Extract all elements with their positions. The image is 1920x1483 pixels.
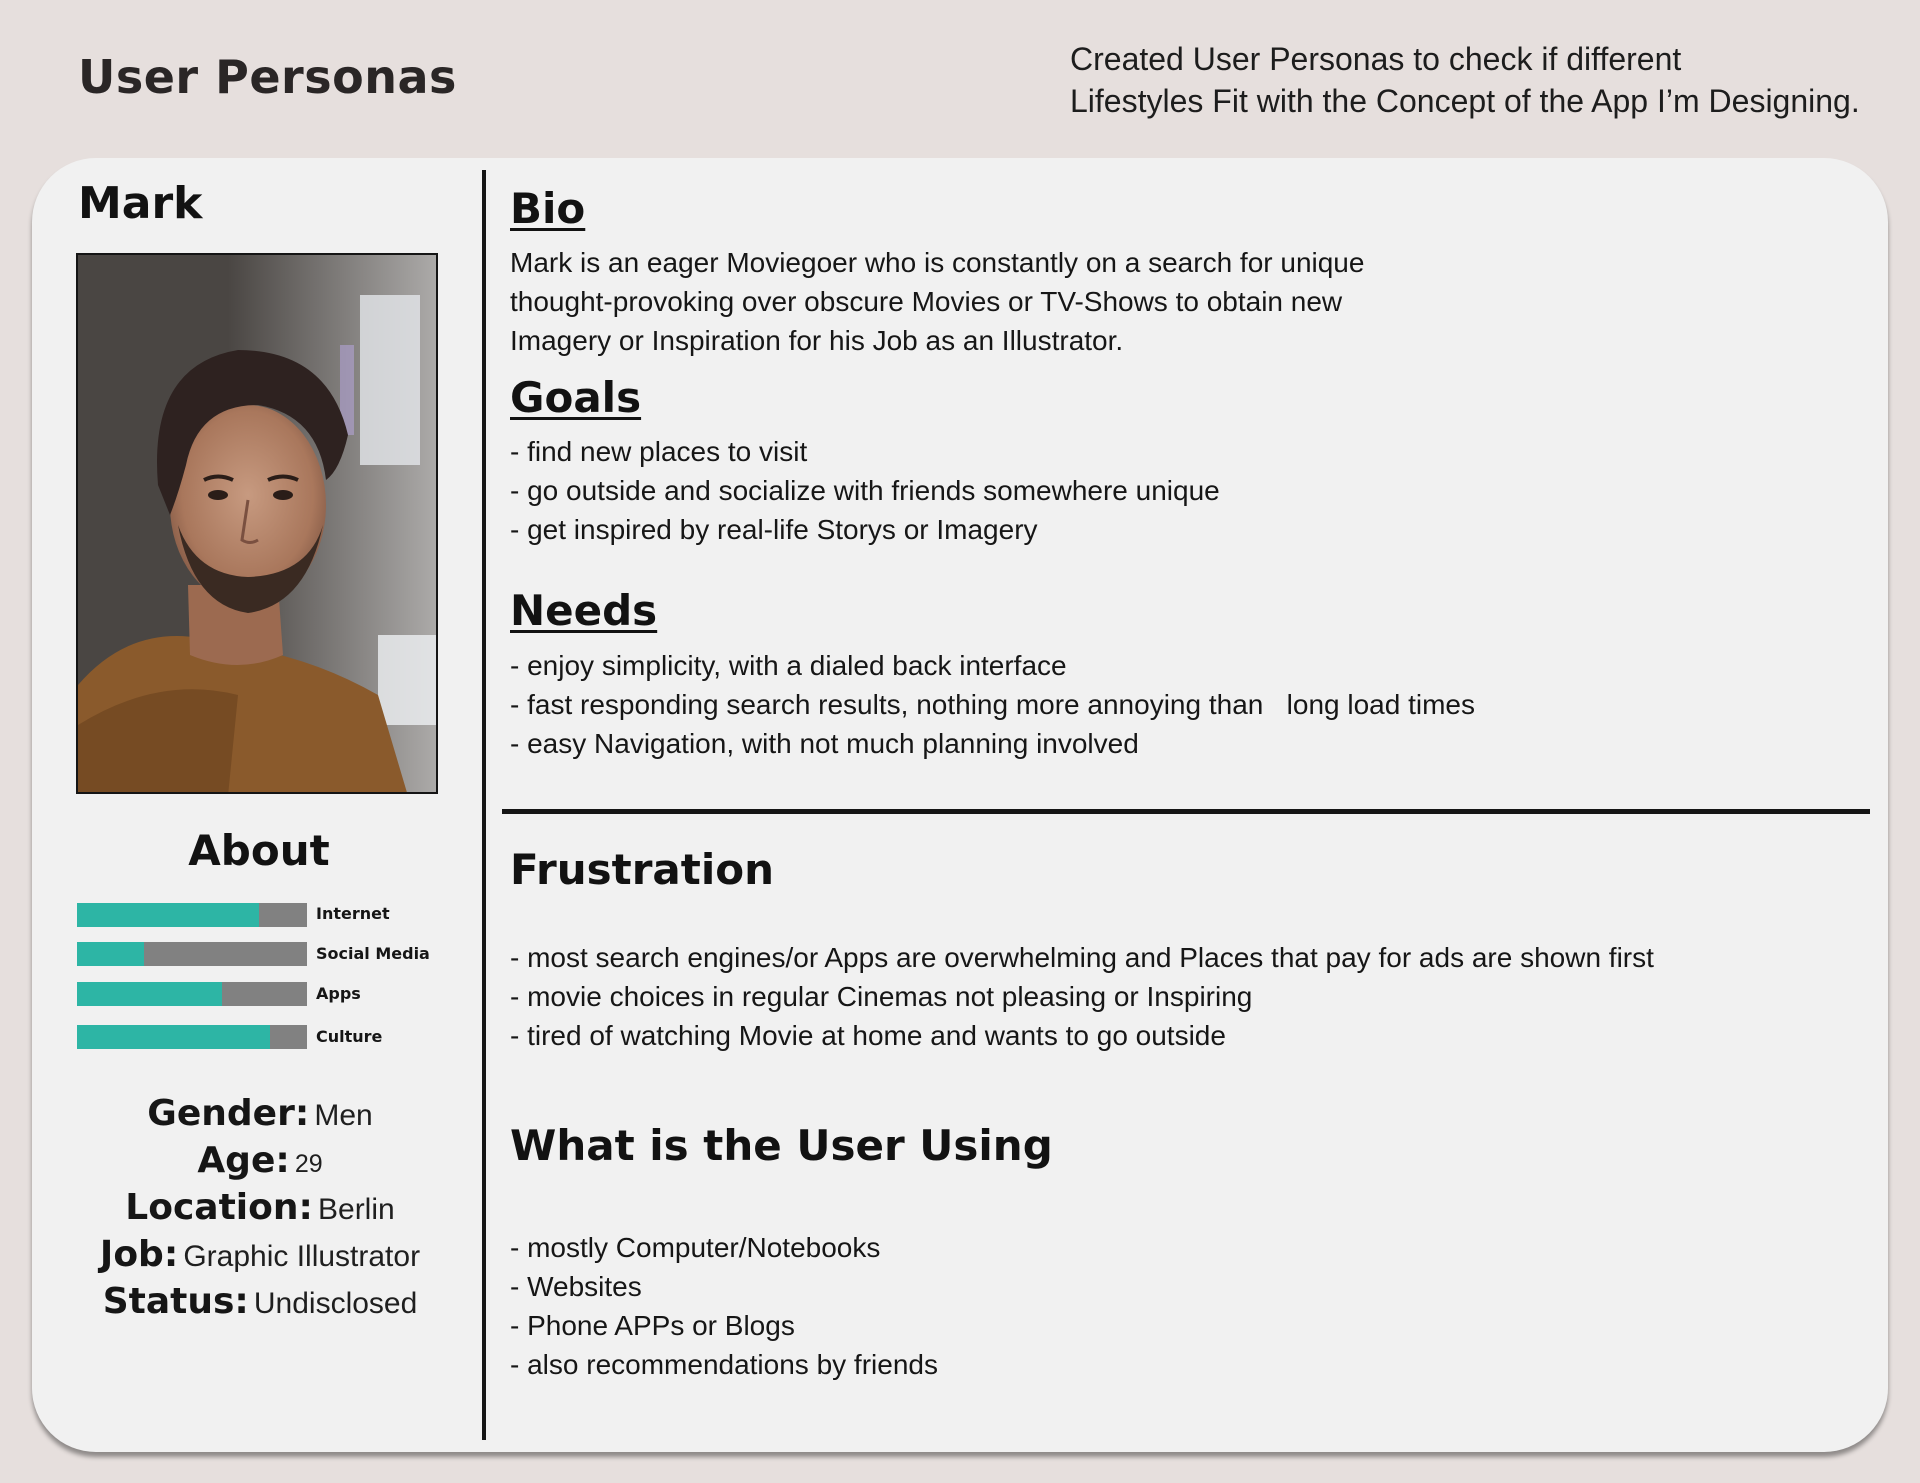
fact-status [40,1278,480,1325]
fact-job [40,1231,480,1278]
persona-photo [76,253,438,794]
about-heading: About [188,826,330,875]
using-heading: What is the User Using [510,1121,1053,1170]
list-item: - also recommendations by friends [510,1349,938,1380]
skill-label: Culture [316,1027,383,1046]
fact-value: Berlin [318,1193,395,1226]
fact-value: 29 [294,1150,323,1178]
bio-heading: Bio [510,184,586,233]
fact-key: Gender: [147,1093,310,1134]
using-list [510,1228,938,1384]
list-item: - most search engines/or Apps are overwhelming and Places that pay for ads are shown first [510,942,1654,973]
skill-bar [77,982,307,1006]
fact-gender [40,1090,480,1137]
list-item: - go outside and socialize with friends somewhere unique [510,475,1220,506]
persona-facts [40,1090,480,1325]
persona-name: Mark [78,178,203,229]
skill-bar-fill [77,1025,270,1049]
skill-label: Social Media [316,944,430,963]
page-subtitle [1070,38,1860,122]
vertical-divider [482,170,486,1440]
bio-line: Imagery or Inspiration for his Job as an Illustrator. [510,325,1124,356]
list-item: - get inspired by real-life Storys or Imagery [510,514,1038,545]
frustration-heading: Frustration [510,845,774,894]
page-title: User Personas [78,50,457,104]
bio-line: thought-provoking over obscure Movies or TV-Shows to obtain new [510,286,1343,317]
subtitle-line: Lifestyles Fit with the Concept of the App I’m Designing. [1070,83,1860,119]
fact-key: Age: [197,1140,290,1181]
list-item: - mostly Computer/Notebooks [510,1232,881,1263]
goals-list [510,432,1220,549]
skill-bar-fill [77,903,259,927]
fact-value: Graphic Illustrator [183,1240,421,1273]
subtitle-line: Created User Personas to check if different [1070,41,1682,77]
fact-value: Men [314,1099,373,1132]
list-item: - fast responding search results, nothing more annoying than long load times [510,689,1476,720]
list-item: - Phone APPs or Blogs [510,1310,795,1341]
skill-bar-fill [77,942,144,966]
list-item: - find new places to visit [510,436,808,467]
bio-line: Mark is an eager Moviegoer who is constantly on a search for unique [510,247,1365,278]
fact-key: Status: [102,1281,249,1322]
horizontal-divider [502,809,1870,814]
frustration-list [510,938,1654,1055]
skill-bar-fill [77,982,222,1006]
skill-label: Internet [316,904,390,923]
skill-bar [77,942,307,966]
portrait-photo-icon [78,255,438,794]
list-item: - movie choices in regular Cinemas not pleasing or Inspiring [510,981,1253,1012]
fact-location [40,1184,480,1231]
fact-value: Undisclosed [253,1287,418,1320]
bio-text [510,243,1364,360]
skill-label: Apps [316,984,361,1003]
fact-key: Location: [125,1187,313,1228]
list-item: - Websites [510,1271,642,1302]
goals-heading: Goals [510,373,642,422]
skill-bar [77,1025,307,1049]
list-item: - enjoy simplicity, with a dialed back interface [510,650,1067,681]
needs-heading: Needs [510,586,658,635]
list-item: - easy Navigation, with not much planning involved [510,728,1139,759]
needs-list [510,646,1475,763]
fact-age [40,1137,480,1184]
skill-bar [77,903,307,927]
fact-key: Job: [99,1234,179,1275]
list-item: - tired of watching Movie at home and wants to go outside [510,1020,1226,1051]
